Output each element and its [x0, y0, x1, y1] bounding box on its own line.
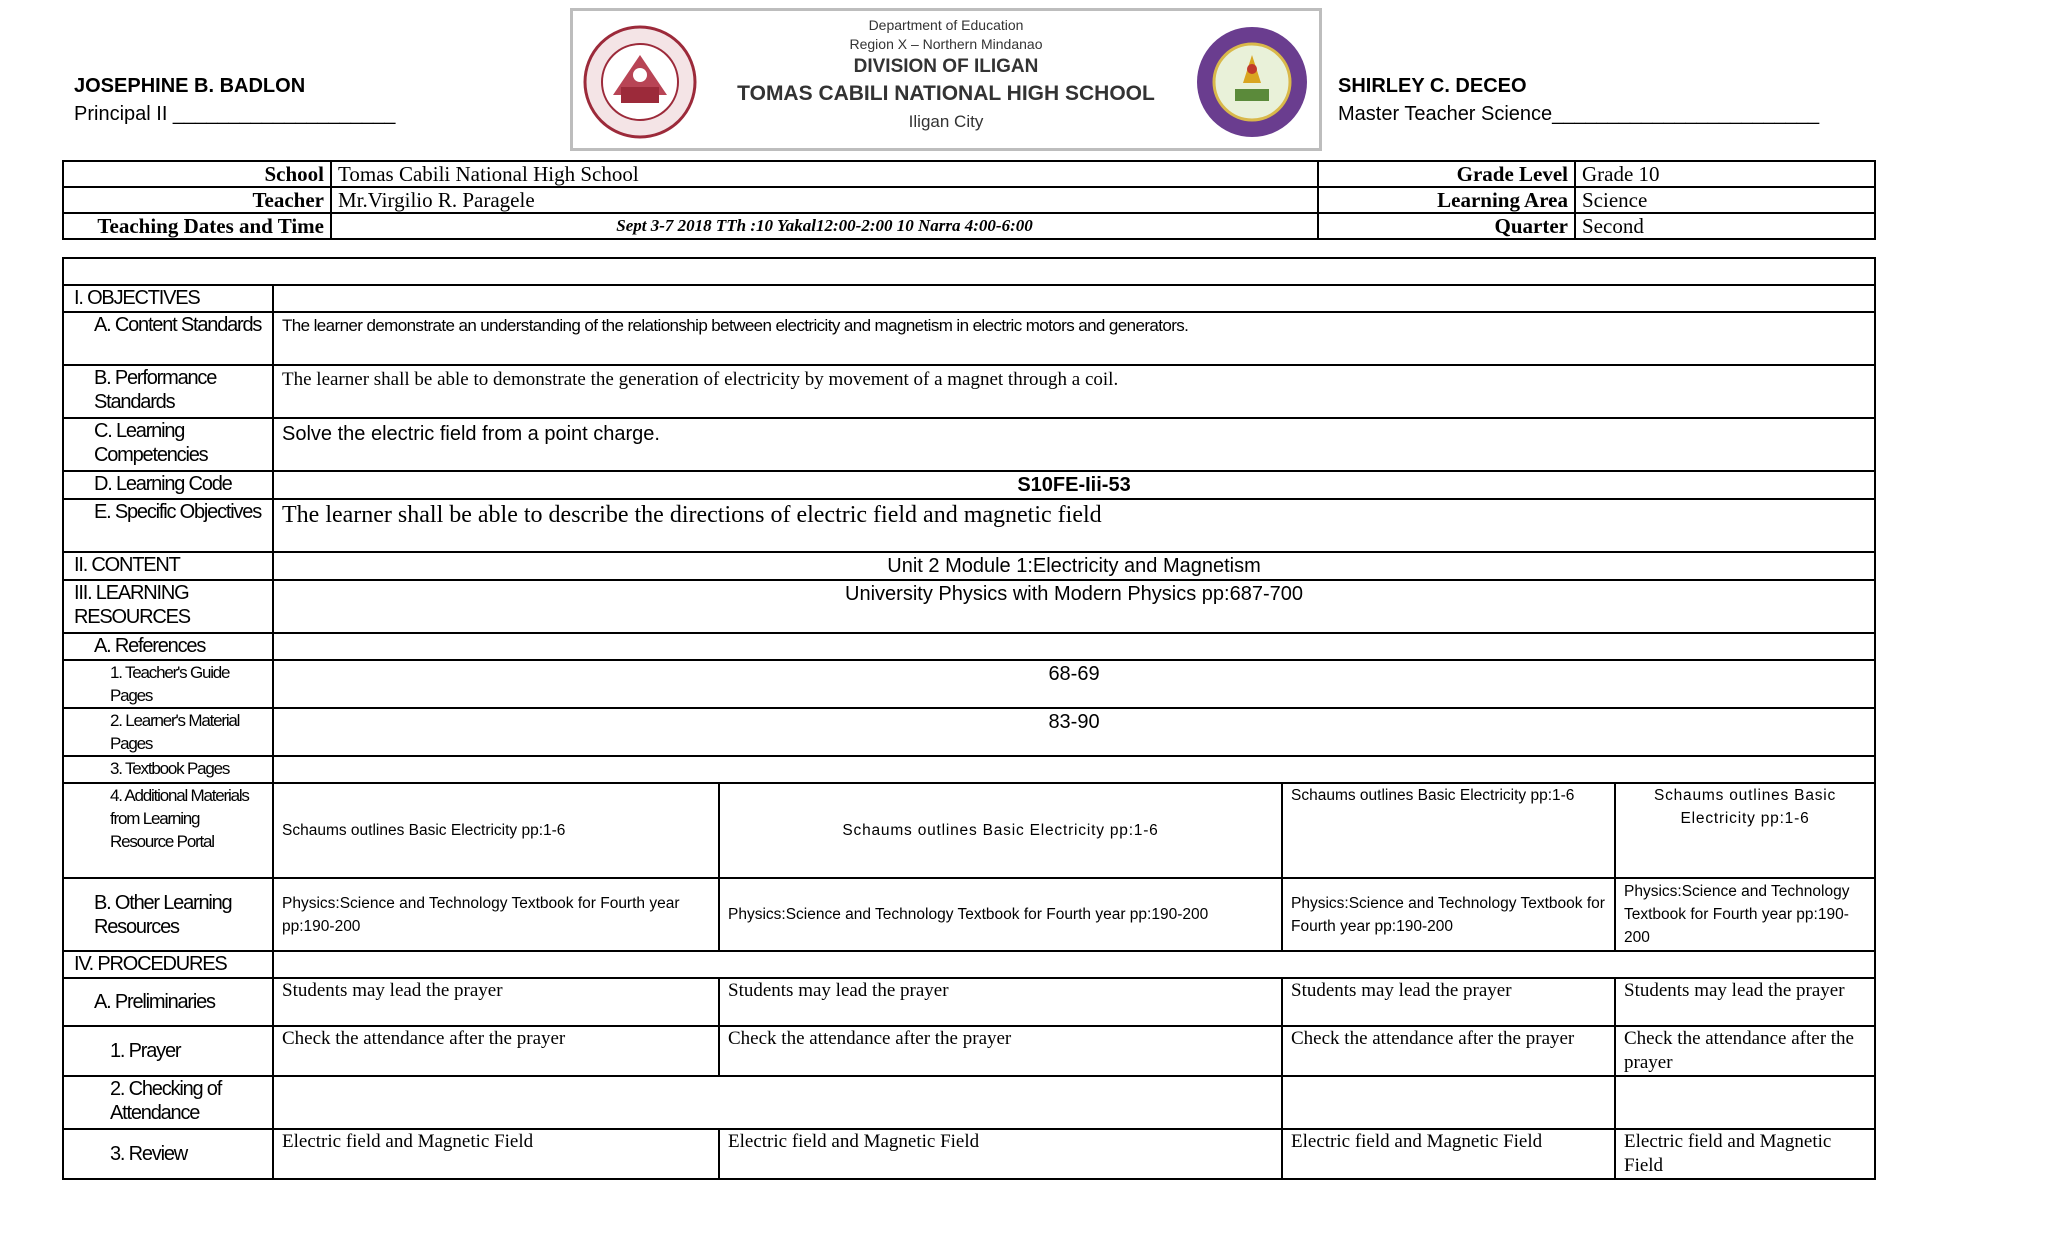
learning-code-value: S10FE-Iii-53	[273, 471, 1875, 499]
preliminaries-day2: Students may lead the prayer	[719, 978, 1282, 1026]
table-row	[63, 418, 1875, 471]
blank-cell	[273, 756, 1875, 783]
table-row	[63, 978, 1875, 1026]
learning-area-value: Science	[1575, 187, 1875, 213]
table-row	[63, 1026, 1875, 1076]
performance-standards-text: The learner shall be able to demonstrate the generation of electricity by movement of a magnet through a coil.	[273, 365, 1875, 418]
table-row	[63, 365, 1875, 418]
principal-name: JOSEPHINE B. BADLON	[74, 75, 306, 97]
banner-school-name: TOMAS CABILI NATIONAL HIGH SCHOOL	[737, 82, 1155, 105]
teachers-guide-pages: 68-69	[273, 660, 1875, 708]
references-label: A. References	[63, 633, 273, 660]
principal-title: Principal II ____________________	[74, 103, 396, 125]
objectives-label: I. OBJECTIVES	[63, 285, 273, 312]
school-seal-icon	[583, 25, 697, 139]
table-row	[63, 258, 1875, 285]
quarter-label: Quarter	[1318, 213, 1575, 239]
table-row	[63, 213, 1875, 239]
table-row	[63, 1129, 1875, 1179]
preliminaries-label: A. Preliminaries	[63, 978, 273, 1026]
table-row	[63, 660, 1875, 708]
review-day3: Electric field and Magnetic Field	[1282, 1129, 1615, 1179]
teaching-dates-label: Teaching Dates and Time	[63, 213, 331, 239]
quarter-value: Second	[1575, 213, 1875, 239]
table-row	[63, 708, 1875, 756]
table-row	[63, 1076, 1875, 1129]
content-standards-label: A. Content Standards	[63, 312, 273, 365]
banner-city: Iligan City	[908, 112, 984, 131]
table-row	[63, 285, 1875, 312]
school-banner	[570, 8, 1322, 151]
additional-materials-day1: Schaums outlines Basic Electricity pp:1-6	[273, 783, 719, 878]
learning-resources-text: University Physics with Modern Physics pp:687-700	[273, 580, 1875, 633]
prayer-day3: Check the attendance after the prayer	[1282, 1026, 1615, 1076]
division-seal-icon	[1195, 25, 1309, 139]
teacher-value: Mr.Virgilio R. Paragele	[331, 187, 1318, 213]
table-row	[63, 580, 1875, 633]
teacher-label: Teacher	[63, 187, 331, 213]
prayer-label: 1. Prayer	[63, 1026, 273, 1076]
prayer-day2: Check the attendance after the prayer	[719, 1026, 1282, 1076]
daily-lesson-log-table	[62, 257, 1876, 1180]
additional-materials-label: 4. Additional Materials from Learning Resource Portal	[63, 783, 273, 878]
table-row	[63, 783, 1875, 878]
table-row	[63, 951, 1875, 978]
master-teacher-name: SHIRLEY C. DECEO	[1338, 75, 1527, 97]
banner-department: Department of Education	[868, 17, 1024, 33]
other-resources-label: B. Other Learning Resources	[63, 878, 273, 951]
other-resources-day4: Physics:Science and Technology Textbook for Fourth year pp:190-200	[1615, 878, 1875, 951]
content-label: II. CONTENT	[63, 552, 273, 580]
blank-cell	[273, 285, 1875, 312]
table-row	[63, 312, 1875, 365]
blank-cell	[273, 633, 1875, 660]
teachers-guide-label: 1. Teacher's Guide Pages	[63, 660, 273, 708]
school-value: Tomas Cabili National High School	[331, 161, 1318, 187]
checking-attendance-label: 2. Checking of Attendance	[63, 1076, 273, 1129]
other-resources-day2: Physics:Science and Technology Textbook for Fourth year pp:190-200	[719, 878, 1282, 951]
blank-cell	[63, 258, 1875, 285]
banner-division: DIVISION OF ILIGAN	[853, 56, 1039, 77]
additional-materials-day2: Schaums outlines Basic Electricity pp:1-6	[719, 783, 1282, 878]
learning-competencies-text: Solve the electric field from a point charge.	[273, 418, 1875, 471]
review-day2: Electric field and Magnetic Field	[719, 1129, 1282, 1179]
learners-material-label: 2. Learner's Material Pages	[63, 708, 273, 756]
table-row	[63, 552, 1875, 580]
learning-competencies-label: C. Learning Competencies	[63, 418, 273, 471]
banner-region: Region X – Northern Mindanao	[849, 36, 1043, 52]
additional-materials-day3: Schaums outlines Basic Electricity pp:1-6	[1282, 783, 1615, 878]
learning-resources-label: III. LEARNING RESOURCES	[63, 580, 273, 633]
additional-materials-day4: Schaums outlines Basic Electricity pp:1-6	[1615, 783, 1875, 878]
table-row	[63, 187, 1875, 213]
table-row	[63, 633, 1875, 660]
other-resources-day3: Physics:Science and Technology Textbook for Fourth year pp:190-200	[1282, 878, 1615, 951]
prayer-day1: Check the attendance after the prayer	[273, 1026, 719, 1076]
content-text: Unit 2 Module 1:Electricity and Magnetism	[273, 552, 1875, 580]
review-label: 3. Review	[63, 1129, 273, 1179]
prayer-day4: Check the attendance after the prayer	[1615, 1026, 1875, 1076]
review-day4: Electric field and Magnetic Field	[1615, 1129, 1875, 1179]
learning-area-label: Learning Area	[1318, 187, 1575, 213]
master-teacher-title: Master Teacher Science________________________	[1338, 103, 1820, 125]
table-row	[63, 161, 1875, 187]
textbook-pages-label: 3. Textbook Pages	[63, 756, 273, 783]
blank-cell	[1282, 1076, 1615, 1129]
grade-level-value: Grade 10	[1575, 161, 1875, 187]
preliminaries-day4: Students may lead the prayer	[1615, 978, 1875, 1026]
teaching-dates-value: Sept 3-7 2018 TTh :10 Yakal12:00-2:00 10 Narra 4:00-6:00	[331, 213, 1318, 239]
school-label: School	[63, 161, 331, 187]
other-resources-day1: Physics:Science and Technology Textbook for Fourth year pp:190-200	[273, 878, 719, 951]
blank-cell	[273, 951, 1875, 978]
table-row	[63, 499, 1875, 552]
master-teacher-signatory	[1338, 72, 1819, 128]
lesson-info-table	[62, 160, 1876, 240]
table-row	[63, 756, 1875, 783]
content-standards-text: The learner demonstrate an understanding of the relationship between electricity and magnetism in electric motors and generators.	[273, 312, 1875, 365]
table-row	[63, 878, 1875, 951]
preliminaries-day3: Students may lead the prayer	[1282, 978, 1615, 1026]
procedures-label: IV. PROCEDURES	[63, 951, 273, 978]
specific-objectives-label: E. Specific Objectives	[63, 499, 273, 552]
performance-standards-label: B. Performance Standards	[63, 365, 273, 418]
specific-objectives-text: The learner shall be able to describe the directions of electric field and magnetic field	[273, 499, 1875, 552]
preliminaries-day1: Students may lead the prayer	[273, 978, 719, 1026]
grade-level-label: Grade Level	[1318, 161, 1575, 187]
principal-signatory	[74, 72, 395, 128]
table-row	[63, 471, 1875, 499]
blank-cell	[1615, 1076, 1875, 1129]
review-day1: Electric field and Magnetic Field	[273, 1129, 719, 1179]
blank-cell	[273, 1076, 1282, 1129]
learners-material-pages: 83-90	[273, 708, 1875, 756]
learning-code-label: D. Learning Code	[63, 471, 273, 499]
